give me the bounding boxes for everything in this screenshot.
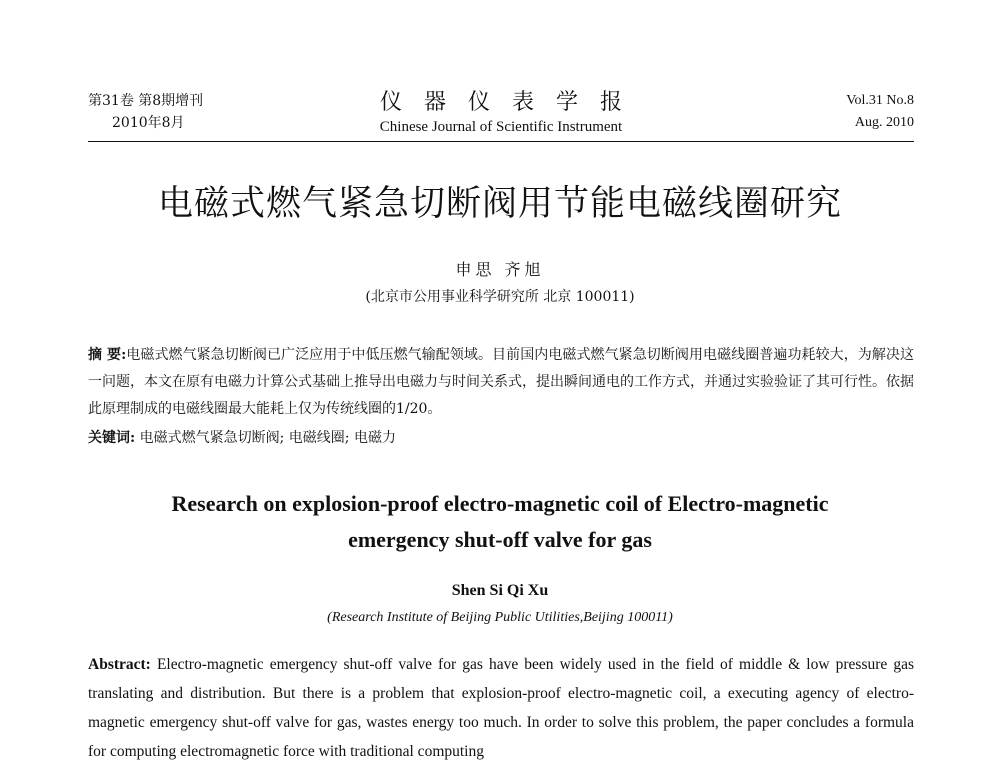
journal-title [88,90,914,138]
volume-number-en: Vol.31 No.8 [846,93,914,108]
volume-issue: 第31卷 第8期增刊 [88,93,204,109]
keywords-cn-text: 电磁式燃气紧急切断阀; 电磁线圈; 电磁力 [139,430,396,446]
abstract-en [88,650,914,766]
abstract-cn [88,342,914,423]
journal-title-cn: 仪器仪表学报 [379,90,644,115]
paper-title-en: Research on explosion-proof electro-magnetic coil of Electro-magnetic emergency shut-off valve for gas [171,491,829,552]
affiliation-cn: (北京市公用事业科学研究所 北京 100011) [365,289,635,305]
abstract-en-text: Electro-magnetic emergency shut-off valve for gas have been widely used in the field of middle & low pressure gas translating and distribution. But there is a problem that explosion-proof electro-magnetic coil, a executing agency of electro-magnetic emergency shut-off valve for gas, wastes energy too much. In order to solve this problem, the paper concludes a formula for computing electromagnetic force with traditional computing [88,656,915,760]
publication-date-cn: 2010年8月 [112,115,185,131]
keywords-cn [88,426,914,450]
abstract-cn-text: 电磁式燃气紧急切断阀已广泛应用于中低压燃气输配领域。目前国内电磁式燃气紧急切断阀用电磁线圈普遍功耗较大，为解决这一问题，本文在原有电磁力计算公式基础上推导出电磁力与时间关系式，提出瞬间通电的工作方式，并通过实验验证了其可行性。依据此原理制成的电磁线圈最大能耗上仅为传统线圈的1/20。 [88,347,914,417]
keywords-cn-label: 关键词: [88,430,136,446]
publication-date-en: Aug. 2010 [854,115,914,130]
authors-cn: 申思 齐旭 [455,260,545,279]
volume-info-en [846,90,914,134]
journal-title-en: Chinese Journal of Scientific Instrument [379,119,623,135]
paper-title-cn: 电磁式燃气紧急切断阀用节能电磁线圈研究 [157,184,842,224]
header-rule [88,141,914,142]
abstract-en-label: Abstract: [88,656,151,673]
journal-header [88,90,914,142]
affiliation-en: (Research Institute of Beijing Public Utilities,Beijing 100011) [327,610,673,625]
abstract-cn-label: 摘 要: [88,347,127,363]
authors-en: Shen Si Qi Xu [451,582,549,599]
